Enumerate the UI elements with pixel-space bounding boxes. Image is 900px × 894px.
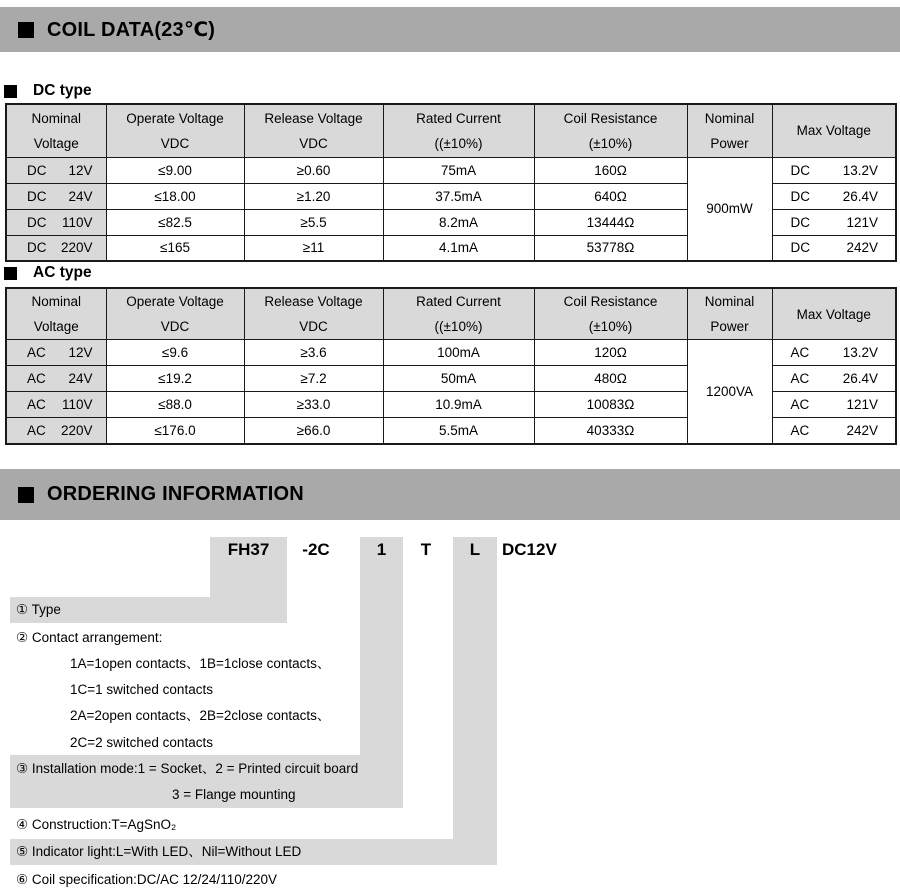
- cell-resistance: 120Ω: [534, 340, 687, 366]
- ordering-line-type: ① Type: [16, 602, 61, 617]
- header-operate-voltage: Operate Voltage VDC: [106, 104, 244, 157]
- ac-type-heading: [4, 264, 92, 282]
- cell-current: 5.5mA: [383, 418, 534, 444]
- cell-current: 75mA: [383, 157, 534, 183]
- ordering-line-installation: ③ Installation mode:1 = Socket、2 = Printed circuit board: [16, 761, 359, 776]
- order-code-type: FH37: [227, 540, 270, 559]
- cell-release: ≥66.0: [244, 418, 383, 444]
- header-rated-current: Rated Current ((±10%): [383, 288, 534, 340]
- cell-nominal: AC 24V: [6, 366, 106, 392]
- subsection-title: DC type: [33, 82, 92, 99]
- section-title: ORDERING INFORMATION: [47, 483, 304, 505]
- cell-max-voltage: AC 242V: [772, 418, 896, 444]
- ordering-line-coil-spec: ⑥ Coil specification:DC/AC 12/24/110/220V: [16, 872, 277, 887]
- header-nominal-voltage: Nominal Voltage: [6, 104, 106, 157]
- subsection-square-icon: [4, 267, 17, 280]
- cell-operate: ≤18.00: [106, 183, 244, 209]
- cell-max-voltage: AC 13.2V: [772, 340, 896, 366]
- header-max-voltage: Max Voltage: [772, 104, 896, 157]
- section-square-icon: [18, 487, 34, 503]
- header-nominal-power: Nominal Power: [687, 104, 772, 157]
- order-code-installation: 1: [376, 540, 387, 559]
- cell-release: ≥0.60: [244, 157, 383, 183]
- cell-operate: ≤176.0: [106, 418, 244, 444]
- cell-resistance: 480Ω: [534, 366, 687, 392]
- cell-current: 4.1mA: [383, 235, 534, 261]
- cell-nominal: DC 24V: [6, 183, 106, 209]
- table-row: [6, 340, 896, 366]
- cell-resistance: 640Ω: [534, 183, 687, 209]
- ac-coil-data-table: [5, 287, 897, 445]
- dc-type-heading: [4, 82, 92, 100]
- cell-operate: ≤88.0: [106, 392, 244, 418]
- header-release-voltage: Release Voltage VDC: [244, 288, 383, 340]
- subsection-square-icon: [4, 85, 17, 98]
- dc-coil-data-table: [5, 103, 897, 262]
- cell-operate: ≤19.2: [106, 366, 244, 392]
- ordering-line-contact-detail: 2A=2open contacts、2B=2close contacts、: [70, 708, 331, 723]
- ordering-line-contact-detail: 1A=1open contacts、1B=1close contacts、: [70, 656, 331, 671]
- subsection-title: AC type: [33, 264, 92, 281]
- ordering-line-construction: ④ Construction:T=AgSnO₂: [16, 817, 177, 832]
- cell-release: ≥5.5: [244, 209, 383, 235]
- cell-nominal: AC 12V: [6, 340, 106, 366]
- coil-data-section-banner: [0, 7, 900, 52]
- cell-operate: ≤9.6: [106, 340, 244, 366]
- ordering-line-indicator: ⑤ Indicator light:L=With LED、Nil=Without LED: [16, 844, 302, 859]
- cell-release: ≥33.0: [244, 392, 383, 418]
- cell-max-voltage: AC 26.4V: [772, 366, 896, 392]
- cell-max-voltage: AC 121V: [772, 392, 896, 418]
- cell-resistance: 53778Ω: [534, 235, 687, 261]
- cell-max-voltage: DC 26.4V: [772, 183, 896, 209]
- cell-max-voltage: DC 242V: [772, 235, 896, 261]
- order-code-construction: T: [420, 540, 432, 559]
- cell-nominal: DC 110V: [6, 209, 106, 235]
- cell-nominal: DC 220V: [6, 235, 106, 261]
- cell-current: 50mA: [383, 366, 534, 392]
- section-title: COIL DATA(23℃): [47, 19, 216, 41]
- ordering-line-installation-detail: 3 = Flange mounting: [172, 787, 296, 802]
- header-coil-resistance: Coil Resistance (±10%): [534, 104, 687, 157]
- cell-current: 8.2mA: [383, 209, 534, 235]
- ordering-line-contact: ② Contact arrangement:: [16, 630, 163, 645]
- header-max-voltage: Max Voltage: [772, 288, 896, 340]
- order-code-indicator: L: [469, 540, 481, 559]
- cell-operate: ≤82.5: [106, 209, 244, 235]
- header-nominal-voltage: Nominal Voltage: [6, 288, 106, 340]
- cell-resistance: 13444Ω: [534, 209, 687, 235]
- cell-resistance: 40333Ω: [534, 418, 687, 444]
- section-square-icon: [18, 22, 34, 38]
- cell-operate: ≤9.00: [106, 157, 244, 183]
- cell-resistance: 10083Ω: [534, 392, 687, 418]
- cell-nominal: DC 12V: [6, 157, 106, 183]
- header-rated-current: Rated Current ((±10%): [383, 104, 534, 157]
- cell-resistance: 160Ω: [534, 157, 687, 183]
- order-code-contact: -2C: [302, 540, 330, 559]
- table-header-row: [6, 288, 896, 340]
- cell-nominal: AC 110V: [6, 392, 106, 418]
- cell-operate: ≤165: [106, 235, 244, 261]
- cell-current: 100mA: [383, 340, 534, 366]
- cell-max-voltage: DC 13.2V: [772, 157, 896, 183]
- table-header-row: [6, 104, 896, 157]
- cell-nominal: AC 220V: [6, 418, 106, 444]
- cell-max-voltage: DC 121V: [772, 209, 896, 235]
- cell-release: ≥1.20: [244, 183, 383, 209]
- order-code-coil-spec: DC12V: [502, 540, 557, 559]
- ordering-information-section-banner: [0, 469, 900, 520]
- connector-indicator-column: [453, 537, 497, 865]
- cell-nominal-power: 900mW: [687, 157, 772, 261]
- cell-release: ≥3.6: [244, 340, 383, 366]
- cell-current: 37.5mA: [383, 183, 534, 209]
- ordering-line-contact-detail: 2C=2 switched contacts: [70, 735, 213, 750]
- header-coil-resistance: Coil Resistance (±10%): [534, 288, 687, 340]
- header-release-voltage: Release Voltage VDC: [244, 104, 383, 157]
- table-row: [6, 157, 896, 183]
- cell-release: ≥11: [244, 235, 383, 261]
- cell-current: 10.9mA: [383, 392, 534, 418]
- ordering-line-contact-detail: 1C=1 switched contacts: [70, 682, 213, 697]
- header-nominal-power: Nominal Power: [687, 288, 772, 340]
- header-operate-voltage: Operate Voltage VDC: [106, 288, 244, 340]
- cell-nominal-power: 1200VA: [687, 340, 772, 444]
- cell-release: ≥7.2: [244, 366, 383, 392]
